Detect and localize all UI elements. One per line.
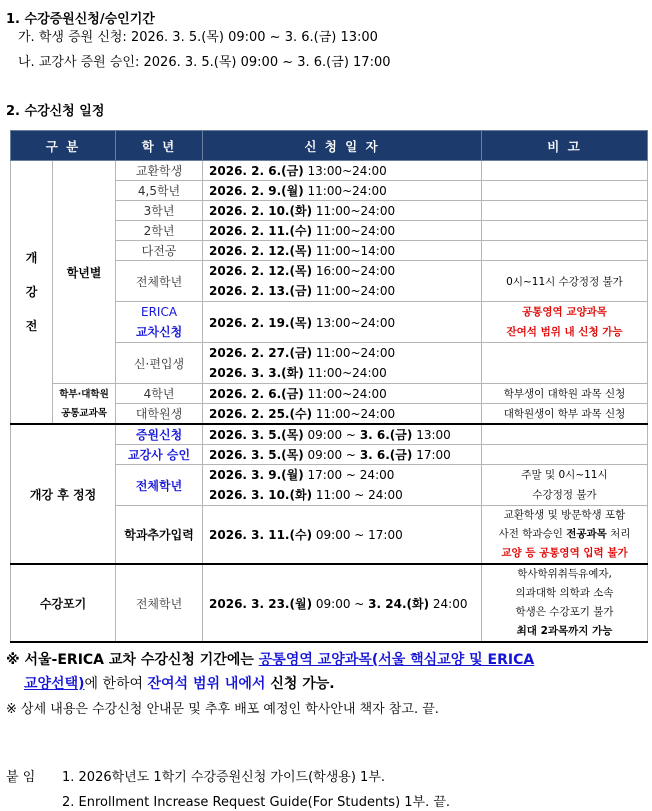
remarks-cell: 주말 및 0시~11시 수강정정 불가 [482,465,648,506]
group-after-start-correction: 개강 후 정정 [11,424,116,564]
remarks-cell [482,445,648,465]
date-cell: 2026. 2. 6.(금) 11:00~24:00 [203,384,482,404]
grade-cell: 교환학생 [116,161,203,181]
group-course-drop: 수강포기 [11,564,116,642]
date-cell: 2026. 2. 12.(목) 16:00~24:00 2026. 2. 13.(금) 11:00~24:00 [203,261,482,302]
attachment-label: 붙 임 [6,770,36,785]
date-cell: 2026. 3. 5.(목) 09:00 ~ 3. 6.(금) 17:00 [203,445,482,465]
subgroup-common-courses: 학부·대학원 공통교과목 [53,384,116,425]
header-date: 신 청 일 자 [203,131,482,161]
date-cell: 2026. 2. 12.(목) 11:00~14:00 [203,241,482,261]
remarks-cell [482,343,648,384]
date-cell: 2026. 3. 11.(수) 09:00 ~ 17:00 [203,506,482,565]
remarks-cell: 0시~11시 수강정정 불가 [482,261,648,302]
grade-cell: 전체학년 [116,564,203,642]
date-cell: 2026. 2. 11.(수) 11:00~24:00 [203,221,482,241]
schedule-table [10,130,648,643]
subgroup-by-grade: 학년별 [53,161,116,384]
remarks-cell: 공통영역 교양과목 잔여석 범위 내 신청 가능 [482,302,648,343]
date-cell: 2026. 2. 10.(화) 11:00~24:00 [203,201,482,221]
grade-cell: 전체학년 [116,261,203,302]
remarks-cell: 학사학위취득유예자, 의과대학 의학과 소속 학생은 수강포기 불가 최대 2과목까지 가능 [482,564,648,642]
header-category: 구 분 [11,131,116,161]
instructor-approval-period: 나. 교강사 증원 승인: 2026. 3. 5.(목) 09:00 ~ 3. 6.(금) 17:00 [18,55,391,70]
date-cell: 2026. 3. 23.(월) 09:00 ~ 3. 24.(화) 24:00 [203,564,482,642]
attachment-item-2: 2. Enrollment Increase Request Guide(For Students) 1부. 끝. [62,795,451,810]
grade-cell: 신·편입생 [116,343,203,384]
header-remarks: 비 고 [482,131,648,161]
remarks-cell [482,241,648,261]
footnote-cross-registration: ※ 서울-ERICA 교차 수강신청 기간에는 공통영역 교양과목(서울 핵심교양 및 ERICA 교양선택)에 한하여 잔여석 범위 내에서 신청 가능. [6,652,535,692]
grade-cell: 3학년 [116,201,203,221]
remarks-cell: 대학원생이 학부 과목 신청 [482,404,648,425]
date-cell: 2026. 3. 9.(월) 17:00 ~ 24:00 2026. 3. 10.(화) 11:00 ~ 24:00 [203,465,482,506]
grade-cell: 4,5학년 [116,181,203,201]
remarks-cell [482,424,648,445]
remarks-cell: 교환학생 및 방문학생 포함 사전 학과승인 전공과목 처리 교양 등 공통영역 입력 불가 [482,506,648,565]
grade-cell: 학과추가입력 [116,506,203,565]
remarks-cell [482,161,648,181]
date-cell: 2026. 2. 25.(수) 11:00~24:00 [203,404,482,425]
grade-cell: 전체학년 [116,465,203,506]
date-cell: 2026. 2. 6.(금) 13:00~24:00 [203,161,482,181]
section-1-title: 1. 수강증원신청/승인기간 [6,12,155,27]
remarks-cell [482,221,648,241]
remarks-cell [482,181,648,201]
date-cell: 2026. 2. 27.(금) 11:00~24:00 2026. 3. 3.(화) 11:00~24:00 [203,343,482,384]
footnote-details: ※ 상세 내용은 수강신청 안내문 및 추후 배포 예정인 학사안내 책자 참고. 끝. [6,702,439,717]
grade-cell: 교강사 승인 [116,445,203,465]
section-2-title: 2. 수강신청 일정 [6,104,105,119]
grade-cell: 2학년 [116,221,203,241]
grade-cell: 증원신청 [116,424,203,445]
grade-cell: 4학년 [116,384,203,404]
date-cell: 2026. 2. 9.(월) 11:00~24:00 [203,181,482,201]
grade-cell: 대학원생 [116,404,203,425]
grade-cell: 다전공 [116,241,203,261]
group-before-semester: 개 강 전 [11,161,53,425]
student-request-period: 가. 학생 증원 신청: 2026. 3. 5.(목) 09:00 ~ 3. 6.(금) 13:00 [18,30,378,45]
remarks-cell [482,201,648,221]
date-cell: 2026. 2. 19.(목) 13:00~24:00 [203,302,482,343]
remarks-cell: 학부생이 대학원 과목 신청 [482,384,648,404]
date-cell: 2026. 3. 5.(목) 09:00 ~ 3. 6.(금) 13:00 [203,424,482,445]
header-grade: 학 년 [116,131,203,161]
grade-cell-erica: ERICA 교차신청 [116,302,203,343]
attachment-item-1: 1. 2026학년도 1학기 수강증원신청 가이드(학생용) 1부. [62,770,386,785]
